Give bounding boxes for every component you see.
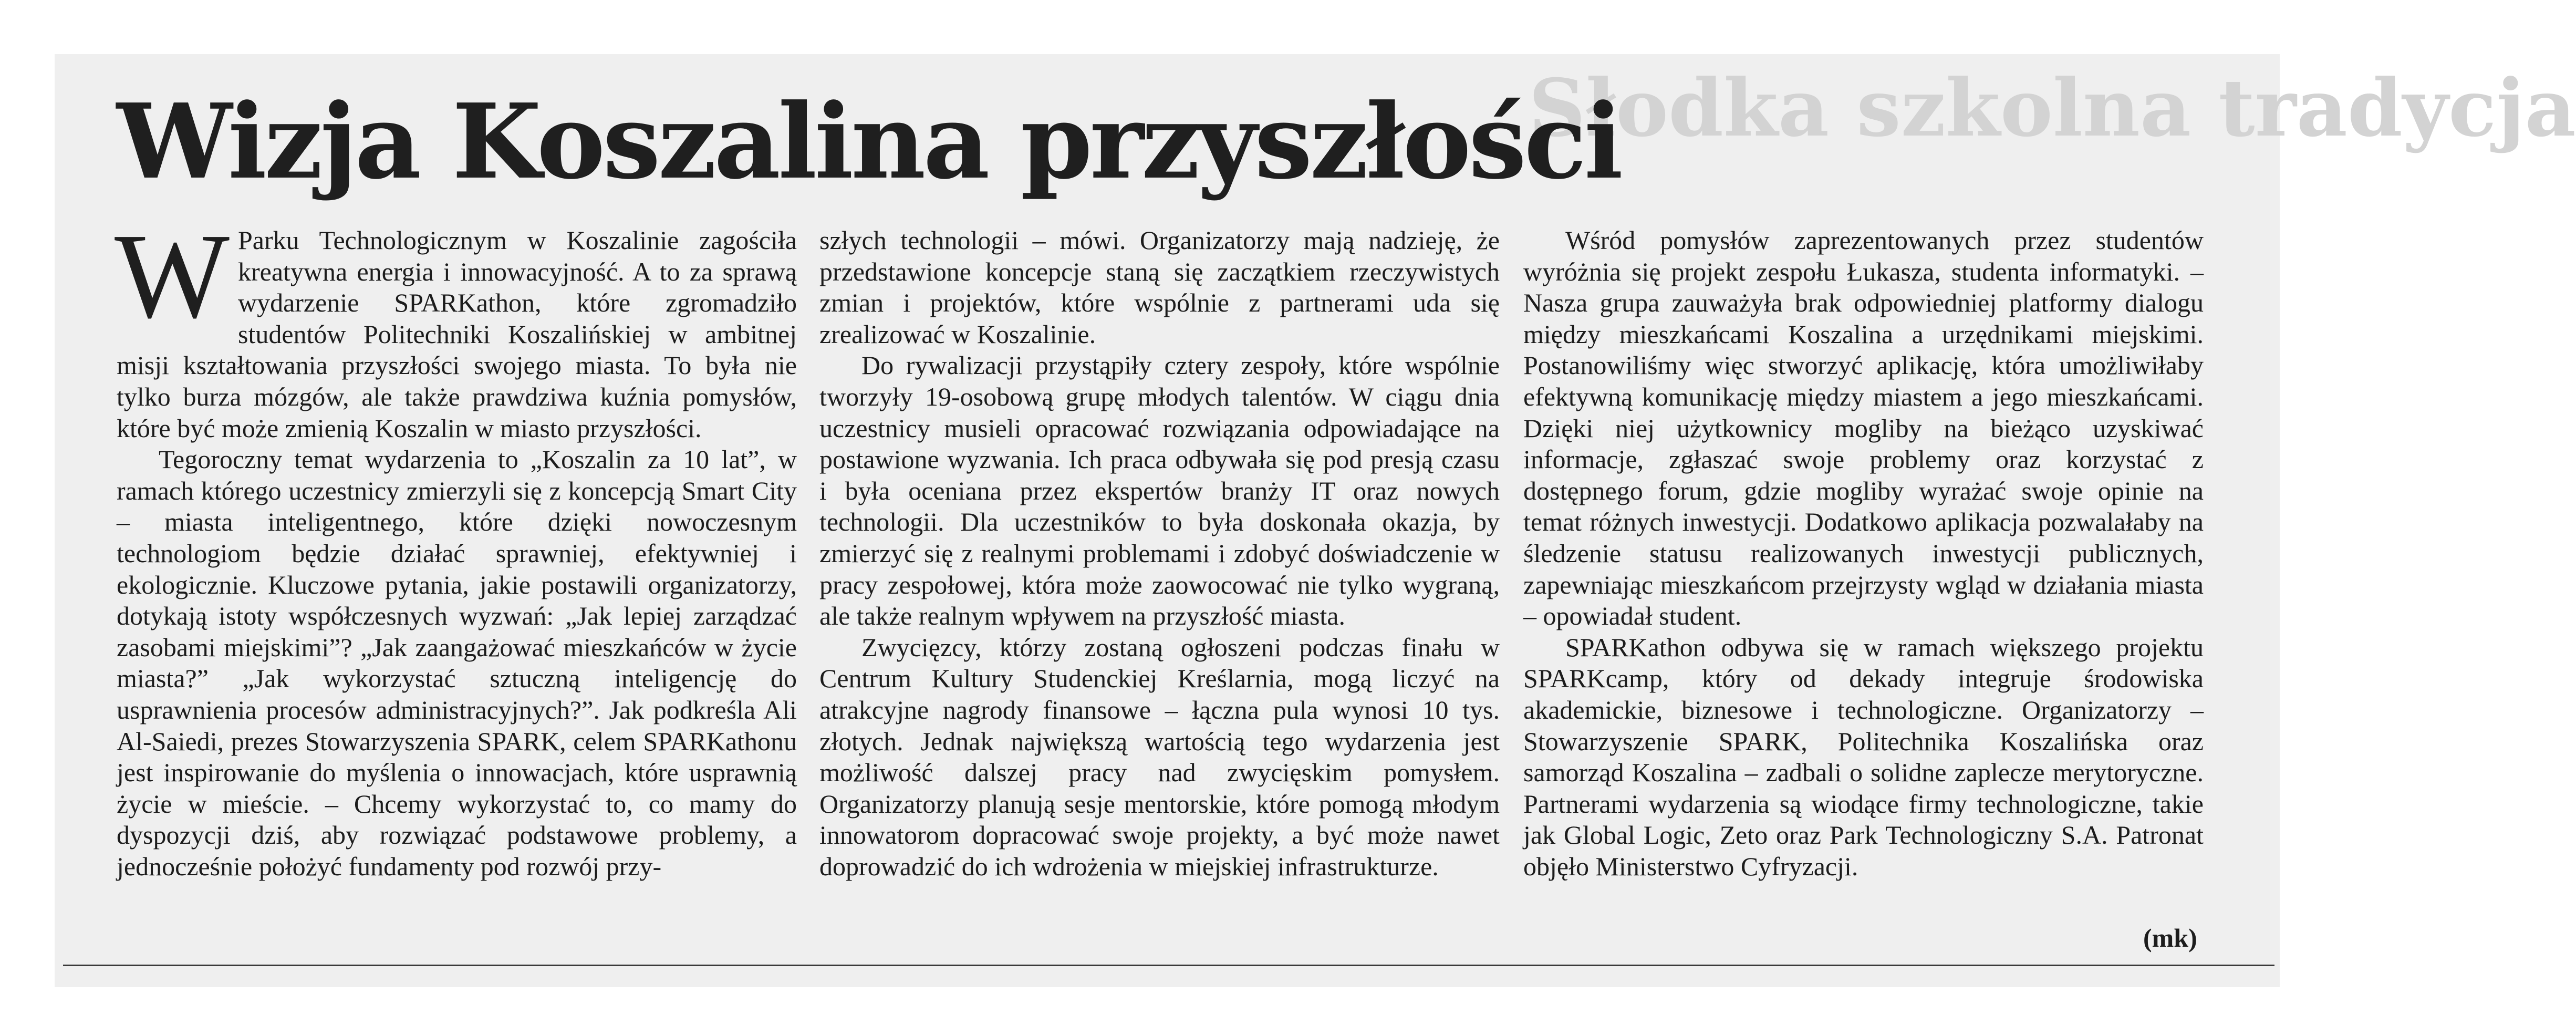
article-paragraph: szłych technologii – mówi. Organizatorzy mają nadzieję, że przedstawione koncepcje staną się zaczątkiem rzeczywistych zmian i projektów, które wspólnie z partnerami uda się zrealizować w Koszalinie.	[819, 225, 1500, 349]
article-headline: Wizja Koszalina przyszłości	[117, 81, 1621, 202]
article-paragraph	[115, 209, 797, 444]
article-paragraph: Zwycięzcy, którzy zostaną ogłoszeni podczas finału w Centrum Kultury Studenckiej Kreślarnia, mogą liczyć na atrakcyjne nagrody finansowe – łączna pula wynosi 10 tys. złotych. Jednak największą wartością tego wydarzenia jest możliwość dalszej pracy nad zwycięskim pomysłem. Organizatorzy planują sesje mentorskie, które pomogą młodym innowatorom dopracować swoje projekty, a być może nawet doprowadzić do ich wdrożenia w miejskiej infrastrukturze.	[819, 632, 1500, 881]
article-column-2	[819, 225, 1500, 882]
bottom-divider	[63, 965, 2274, 966]
article-paragraph: Wśród pomysłów zaprezentowanych przez studentów wyróżnia się projekt zespołu Łukasza, studenta informatyki. – Nasza grupa zauważyła brak odpowiedniej platformy dialogu między mieszkańcami Koszalina a urzędnikami miejskimi. Postanowiliśmy więc stworzyć aplikację, która umożliwiłaby efektywną komunikację między miastem a jego mieszkańcami. Dzięki niej użytkownicy mogliby na bieżąco uzyskiwać informacje, zgłaszać swoje problemy oraz korzystać z dostępnego forum, gdzie mogliby wyrażać swoje opinie na temat różnych inwestycji. Dodatkowo aplikacja pozwalałaby na śledzenie statusu realizowanych inwestycji publicznych, zapewniając mieszkańcom przejrzysty wgląd w działania miasta – opowiadał student.	[1523, 225, 2204, 631]
article-paragraph: Do rywalizacji przystąpiły cztery zespoły, które wspólnie tworzyły 19-osobową grupę młodych talentów. W ciągu dnia uczestnicy musieli opracować rozwiązania odpowiadające na postawione wyzwania. Ich praca odbywała się pod presją czasu i była oceniana przez ekspertów branży IT oraz nowych technologii. Dla uczestników to była doskonała okazja, by zmierzyć się z realnymi problemami i zdobyć doświadczenie w pracy zespołowej, która może zaowocować nie tylko wygraną, ale także realnym wpływem na przyszłość miasta.	[819, 350, 1500, 631]
author-signature: (mk)	[2143, 923, 2197, 952]
article-column-1	[115, 209, 797, 882]
paragraph-text: Parku Technologicznym w Koszalinie zagościła kreatywna energia i innowacyjność. A to za sprawą wydarzenie SPARKathon, które zgromadziło studentów Politechniki Koszalińskiej w ambitnej misji kształtowania przyszłości swojego miasta. To była nie tylko burza mózgów, ale także prawdziwa kuźnia pomysłów, które być może zmienią Koszalin w miasto przyszłości.	[117, 225, 797, 443]
article-paragraph: Tegoroczny temat wydarzenia to „Koszalin za 10 lat”, w ramach którego uczestnicy zmierzyli się z koncepcją Smart City – miasta inteligentnego, które dzięki nowoczesnym technologiom będzie działać sprawniej, efektywniej i ekologicznie. Kluczowe pytania, jakie postawili organizatorzy, dotykają istoty współczesnych wyzwań: „Jak lepiej zarządzać zasobami miejskimi”? „Jak zaangażować mieszkańców w życie miasta?” „Jak wykorzystać sztuczną inteligencję do usprawnienia procesów administracyjnych?”. Jak podkreśla Ali Al-Saiedi, prezes Stowarzyszenia SPARK, celem SPARKathonu jest inspirowanie do myślenia o innowacjach, które usprawnią życie w mieście. – Chcemy wykorzystać to, co mamy do dyspozycji dziś, aby rozwiązać podstawowe problemy, a jednocześnie położyć fundamenty pod rozwój przy-	[117, 444, 797, 881]
background-article-title: Słodka szkolna tradycja	[1529, 62, 2576, 154]
drop-cap: W	[115, 209, 230, 344]
article-paragraph: SPARKathon odbywa się w ramach większego projektu SPARKcamp, który od dekady integruje środowiska akademickie, biznesowe i technologiczne. Organizatorzy – Stowarzyszenie SPARK, Politechnika Koszalińska oraz samorząd Koszalina – zadbali o solidne zaplecze merytoryczne. Partnerami wydarzenia są wiodące firmy technologiczne, takie jak Global Logic, Zeto oraz Park Technologiczny S.A. Patronat objęło Ministerstwo Cyfryzacji.	[1523, 632, 2204, 881]
article-column-3	[1523, 225, 2204, 882]
